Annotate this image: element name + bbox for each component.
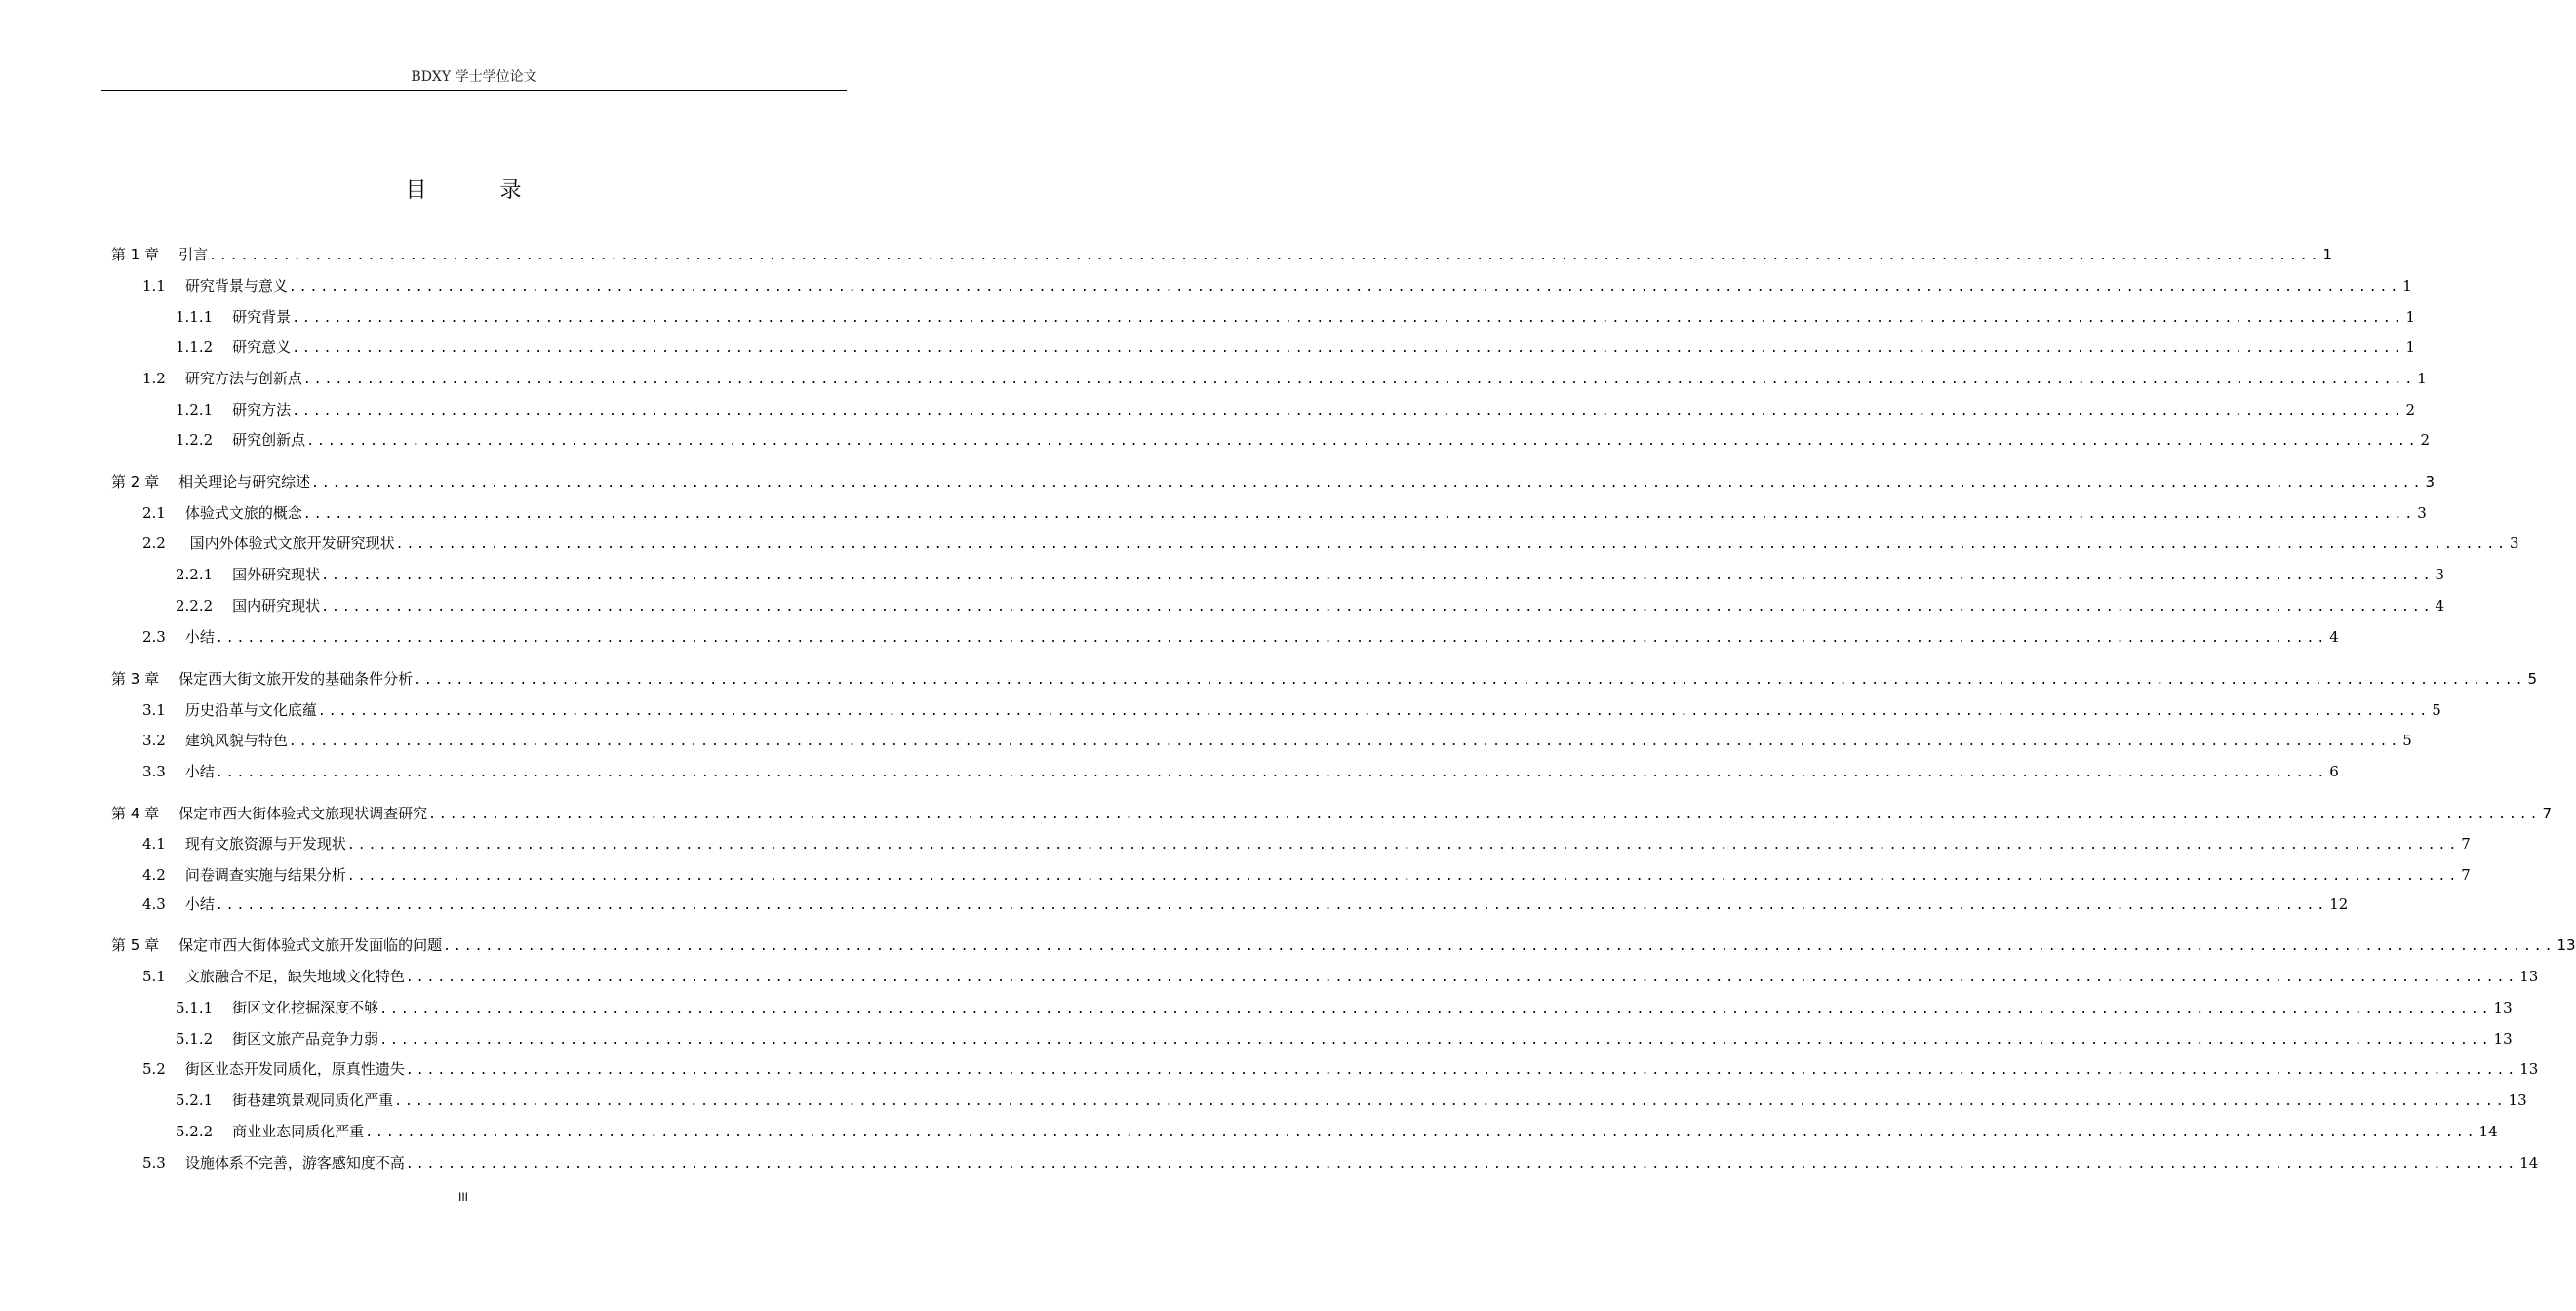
toc-entry-number: 2.2.1 xyxy=(176,566,214,583)
dot-leader: ........................................................................................................................................................................................................ xyxy=(215,766,2328,780)
dot-leader: ........................................................................................................................................................................................................ xyxy=(346,838,2460,853)
toc-entry-label: 国内研究现状 xyxy=(232,597,321,615)
toc-entry-page: 13 xyxy=(2493,999,2513,1016)
toc-entry-page: 5 xyxy=(2527,670,2537,688)
dot-leader: ........................................................................................................................................................................................................ xyxy=(288,735,2401,749)
toc-entry-label: 国外研究现状 xyxy=(232,566,321,583)
toc-entry-label: 保定西大街文旅开发的基础条件分析 xyxy=(178,670,414,688)
toc-entry-label: 国内外体验式文旅开发研究现状 xyxy=(184,535,395,552)
dot-leader: ........................................................................................................................................................................................................ xyxy=(311,476,2424,491)
toc-entry-page: 3 xyxy=(2509,535,2519,552)
toc-entry-number: 5.2 xyxy=(142,1060,166,1078)
toc-entry-label: 研究创新点 xyxy=(232,431,306,449)
toc-entry-page: 7 xyxy=(2461,866,2471,884)
toc-entry-page: 5 xyxy=(2432,701,2441,719)
toc-entry-page: 12 xyxy=(2329,895,2349,913)
toc-entry[interactable] xyxy=(176,595,2445,618)
dot-leader: ........................................................................................................................................................................................................ xyxy=(443,939,2556,954)
toc-entry[interactable] xyxy=(111,471,2435,495)
toc-entry-label: 保定市西大街体验式文旅现状调查研究 xyxy=(178,805,428,822)
page-number: III xyxy=(457,1190,468,1204)
dot-leader: ........................................................................................................................................................................................................ xyxy=(395,537,2508,552)
toc-title: 目 录 xyxy=(405,179,555,203)
toc-entry-page: 7 xyxy=(2542,805,2552,822)
toc-entry-number: 1.1 xyxy=(142,277,166,295)
toc-entry-page: 13 xyxy=(2519,1060,2539,1078)
dot-leader: ........................................................................................................................................................................................................ xyxy=(209,249,2321,263)
toc-entry[interactable] xyxy=(142,761,2339,784)
toc-entry[interactable] xyxy=(111,244,2332,267)
toc-entry-label: 街区文旅产品竞争力弱 xyxy=(232,1030,379,1048)
toc-entry[interactable] xyxy=(111,668,2537,692)
toc-entry-label: 街区文化挖掘深度不够 xyxy=(232,999,379,1016)
toc-entry[interactable] xyxy=(176,337,2416,360)
toc-entry[interactable] xyxy=(176,1028,2513,1052)
toc-entry-number: 4.1 xyxy=(142,835,166,853)
toc-entry-number: 5.1.1 xyxy=(176,999,214,1016)
toc-entry-label: 研究背景 xyxy=(232,308,292,326)
dot-leader: ........................................................................................................................................................................................................ xyxy=(288,280,2401,295)
toc-entry-page: 1 xyxy=(2322,246,2332,263)
toc-entry-number: 3.1 xyxy=(142,701,166,719)
toc-entry-number: 第 1 章 xyxy=(111,246,160,263)
toc-entry[interactable] xyxy=(142,966,2539,989)
toc-entry-page: 1 xyxy=(2417,370,2427,387)
toc-entry[interactable] xyxy=(142,1058,2539,1082)
toc-entry[interactable] xyxy=(142,368,2427,391)
toc-entry[interactable] xyxy=(142,833,2471,856)
toc-entry[interactable] xyxy=(176,564,2445,587)
toc-entry-number: 4.3 xyxy=(142,895,166,913)
toc-entry-label: 研究背景与意义 xyxy=(184,277,288,295)
toc-entry-number: 2.2 xyxy=(142,535,166,552)
toc-entry[interactable] xyxy=(176,997,2513,1020)
toc-entry-label: 问卷调查实施与结果分析 xyxy=(184,866,346,884)
toc-entry-page: 13 xyxy=(2556,936,2576,954)
toc-entry-page: 1 xyxy=(2402,277,2412,295)
header-text: BDXY 学士学位论文 xyxy=(411,69,537,85)
toc-entry[interactable] xyxy=(142,275,2412,298)
toc-entry-number: 1.1.2 xyxy=(176,338,214,356)
toc-entry-page: 7 xyxy=(2461,835,2471,853)
dot-leader: ........................................................................................................................................................................................................ xyxy=(292,341,2404,356)
running-header xyxy=(101,66,847,91)
toc-entry-number: 5.2.1 xyxy=(176,1092,214,1109)
toc-entry-number: 1.2.2 xyxy=(176,431,214,449)
toc-entry-page: 2 xyxy=(2405,401,2416,418)
toc-entry-label: 保定市西大街体验式文旅开发面临的问题 xyxy=(178,936,443,954)
dot-leader: ........................................................................................................................................................................................................ xyxy=(302,507,2416,522)
toc-entry-number: 第 4 章 xyxy=(111,805,160,822)
dot-leader: ........................................................................................................................................................................................................ xyxy=(414,673,2526,688)
toc-entry[interactable] xyxy=(142,699,2441,723)
dot-leader: ........................................................................................................................................................................................................ xyxy=(321,600,2434,615)
toc-entry-label: 研究方法 xyxy=(232,401,292,418)
toc-entry-page: 4 xyxy=(2329,628,2339,646)
toc-entry-label: 商业业态同质化严重 xyxy=(232,1123,365,1140)
toc-entry[interactable] xyxy=(176,306,2416,330)
toc-entry-page: 6 xyxy=(2329,763,2339,780)
dot-leader: ........................................................................................................................................................................................................ xyxy=(405,1063,2518,1078)
toc-entry-label: 小结 xyxy=(184,763,215,780)
toc-entry[interactable] xyxy=(111,803,2552,826)
toc-entry-label: 街区业态开发同质化，原真性遗失 xyxy=(184,1060,405,1078)
toc-entry-page: 14 xyxy=(2478,1123,2498,1140)
toc-entry[interactable] xyxy=(142,1152,2539,1175)
dot-leader: ........................................................................................................................................................................................................ xyxy=(346,869,2460,884)
toc-entry-number: 第 2 章 xyxy=(111,473,160,491)
toc-entry-page: 1 xyxy=(2405,308,2416,326)
toc-entry-label: 研究方法与创新点 xyxy=(184,370,302,387)
toc-entry-number: 5.3 xyxy=(142,1154,166,1172)
toc-entry-label: 现有文旅资源与开发现状 xyxy=(184,835,346,853)
dot-leader: ........................................................................................................................................................................................................ xyxy=(292,311,2404,326)
toc-entry[interactable] xyxy=(142,894,2349,917)
toc-entry-label: 体验式文旅的概念 xyxy=(184,504,302,522)
toc-entry-label: 引言 xyxy=(178,246,209,263)
toc-entry-page: 3 xyxy=(2425,473,2435,491)
dot-leader: ........................................................................................................................................................................................................ xyxy=(394,1094,2507,1109)
dot-leader: ........................................................................................................................................................................................................ xyxy=(215,898,2328,913)
dot-leader: ........................................................................................................................................................................................................ xyxy=(379,1002,2492,1016)
dot-leader: ........................................................................................................................................................................................................ xyxy=(405,971,2518,985)
toc-entry-label: 小结 xyxy=(184,895,215,913)
toc-entry-number: 5.1.2 xyxy=(176,1030,214,1048)
toc-entry-page: 1 xyxy=(2405,338,2416,356)
toc-entry[interactable] xyxy=(176,1090,2527,1113)
toc-entry-number: 4.2 xyxy=(142,866,166,884)
toc-entry-page: 13 xyxy=(2519,968,2539,985)
toc-entry-page: 3 xyxy=(2417,504,2427,522)
dot-leader: ........................................................................................................................................................................................................ xyxy=(365,1126,2477,1140)
toc-entry[interactable] xyxy=(142,502,2427,526)
toc-entry-number: 2.2.2 xyxy=(176,597,214,615)
toc-entry-page: 14 xyxy=(2519,1154,2539,1172)
toc-entry-label: 设施体系不完善，游客感知度不高 xyxy=(184,1154,405,1172)
toc-entry-number: 1.1.1 xyxy=(176,308,214,326)
toc-entry-label: 研究意义 xyxy=(232,338,292,356)
toc-entry-number: 5.2.2 xyxy=(176,1123,214,1140)
toc-entry[interactable] xyxy=(176,1121,2498,1144)
toc-entry[interactable] xyxy=(142,730,2412,753)
toc-entry[interactable] xyxy=(111,934,2576,958)
dot-leader: ........................................................................................................................................................................................................ xyxy=(428,808,2541,822)
toc-entry-number: 3.2 xyxy=(142,732,166,749)
toc-entry-number: 3.3 xyxy=(142,763,166,780)
toc-entry-page: 2 xyxy=(2420,431,2431,449)
toc-entry-page: 5 xyxy=(2402,732,2412,749)
toc-entry-number: 第 3 章 xyxy=(111,670,160,688)
toc-entry-number: 5.1 xyxy=(142,968,166,985)
toc-entry[interactable] xyxy=(142,533,2519,556)
toc-entry[interactable] xyxy=(142,626,2339,650)
toc-entry-page: 13 xyxy=(2508,1092,2527,1109)
toc-entry-label: 街巷建筑景观同质化严重 xyxy=(232,1092,394,1109)
toc-entry[interactable] xyxy=(176,429,2431,453)
dot-leader: ........................................................................................................................................................................................................ xyxy=(405,1157,2518,1172)
dot-leader: ........................................................................................................................................................................................................ xyxy=(306,434,2419,449)
toc-entry-label: 相关理论与研究综述 xyxy=(178,473,311,491)
toc-entry-page: 3 xyxy=(2435,566,2445,583)
toc-entry[interactable] xyxy=(142,864,2471,888)
toc-entry-page: 13 xyxy=(2493,1030,2513,1048)
dot-leader: ........................................................................................................................................................................................................ xyxy=(317,704,2431,719)
toc-entry-number: 1.2.1 xyxy=(176,401,214,418)
toc-entry-number: 1.2 xyxy=(142,370,166,387)
toc-entry-label: 历史沿革与文化底蕴 xyxy=(184,701,317,719)
toc-entry-number: 2.3 xyxy=(142,628,166,646)
toc-entry-label: 文旅融合不足，缺失地域文化特色 xyxy=(184,968,405,985)
toc-entry-label: 小结 xyxy=(184,628,215,646)
dot-leader: ........................................................................................................................................................................................................ xyxy=(379,1033,2492,1048)
dot-leader: ........................................................................................................................................................................................................ xyxy=(292,404,2404,418)
dot-leader: ........................................................................................................................................................................................................ xyxy=(215,631,2328,646)
toc-entry-page: 4 xyxy=(2435,597,2445,615)
toc-entry-label: 建筑风貌与特色 xyxy=(184,732,288,749)
dot-leader: ........................................................................................................................................................................................................ xyxy=(321,569,2434,583)
toc-entry-number: 2.1 xyxy=(142,504,166,522)
toc-entry-number: 第 5 章 xyxy=(111,936,160,954)
toc-entry[interactable] xyxy=(176,399,2416,422)
dot-leader: ........................................................................................................................................................................................................ xyxy=(302,373,2416,387)
